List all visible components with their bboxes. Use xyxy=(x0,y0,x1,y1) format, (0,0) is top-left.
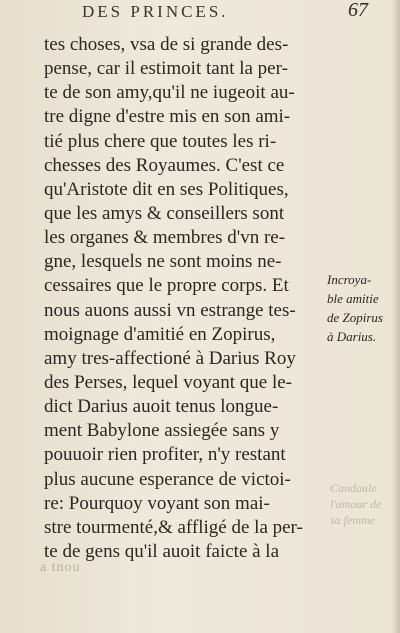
text-line: dict Darius auoit tenus longue- xyxy=(44,396,279,418)
text-line: pouuoir rien profiter, n'y restant xyxy=(44,444,286,466)
marginal-note xyxy=(327,270,397,346)
running-title: DES PRINCES. xyxy=(82,2,229,21)
text-line: plus aucune esperance de victoi- xyxy=(44,468,291,490)
text-line: qu'Aristote dit en ses Politiques, xyxy=(44,178,289,200)
text-line: ment Babylone assiegée sans y xyxy=(44,420,280,442)
showthrough-line: sa femme xyxy=(330,513,375,527)
marginal-note-line: ble amitie xyxy=(327,291,379,306)
text-line: pense, car il estimoit tant la per- xyxy=(44,58,288,80)
marginal-note-line: de Zopirus xyxy=(327,310,383,325)
text-line: tié plus chere que toutes les ri- xyxy=(44,130,277,152)
showthrough-line: l'amour de xyxy=(330,497,382,511)
showthrough-text xyxy=(330,480,400,528)
text-line: tre digne d'estre mis en son ami- xyxy=(44,106,291,128)
text-line: gne, lesquels ne sont moins ne- xyxy=(44,251,282,273)
text-line: re: Pourquoy voyant son mai- xyxy=(44,492,270,514)
text-line: nous auons aussi vn estrange tes- xyxy=(44,299,296,321)
text-line: stre tourmenté,& affligé de la per- xyxy=(44,516,303,538)
text-line: amy tres-affectioné à Darius Roy xyxy=(44,347,296,369)
body-text xyxy=(44,33,340,564)
showthrough-line: Candaule xyxy=(330,481,377,495)
marginal-note-line: Incroya- xyxy=(327,272,372,287)
text-line: les organes & membres d'vn re- xyxy=(44,227,286,249)
text-line: chesses des Royaumes. C'est ce xyxy=(44,154,285,176)
text-line: moignage d'amitié en Zopirus, xyxy=(44,323,276,345)
text-line: te de gens qu'il auoit faicte à la xyxy=(44,540,280,562)
text-line: des Perses, lequel voyant que le- xyxy=(44,371,292,393)
text-line: te de son amy,qu'il ne iugeoit au- xyxy=(44,82,295,104)
page-number: 67 xyxy=(348,0,368,21)
text-line: que les amys & conseillers sont xyxy=(44,202,285,224)
page-edge-shadow xyxy=(392,0,400,633)
text-line: cessaires que le propre corps. Et xyxy=(44,275,289,297)
bottom-showthrough: a tnou xyxy=(40,560,81,575)
text-line: tes choses, vsa de si grande des- xyxy=(44,34,289,55)
marginal-note-line: à Darius. xyxy=(327,329,377,344)
